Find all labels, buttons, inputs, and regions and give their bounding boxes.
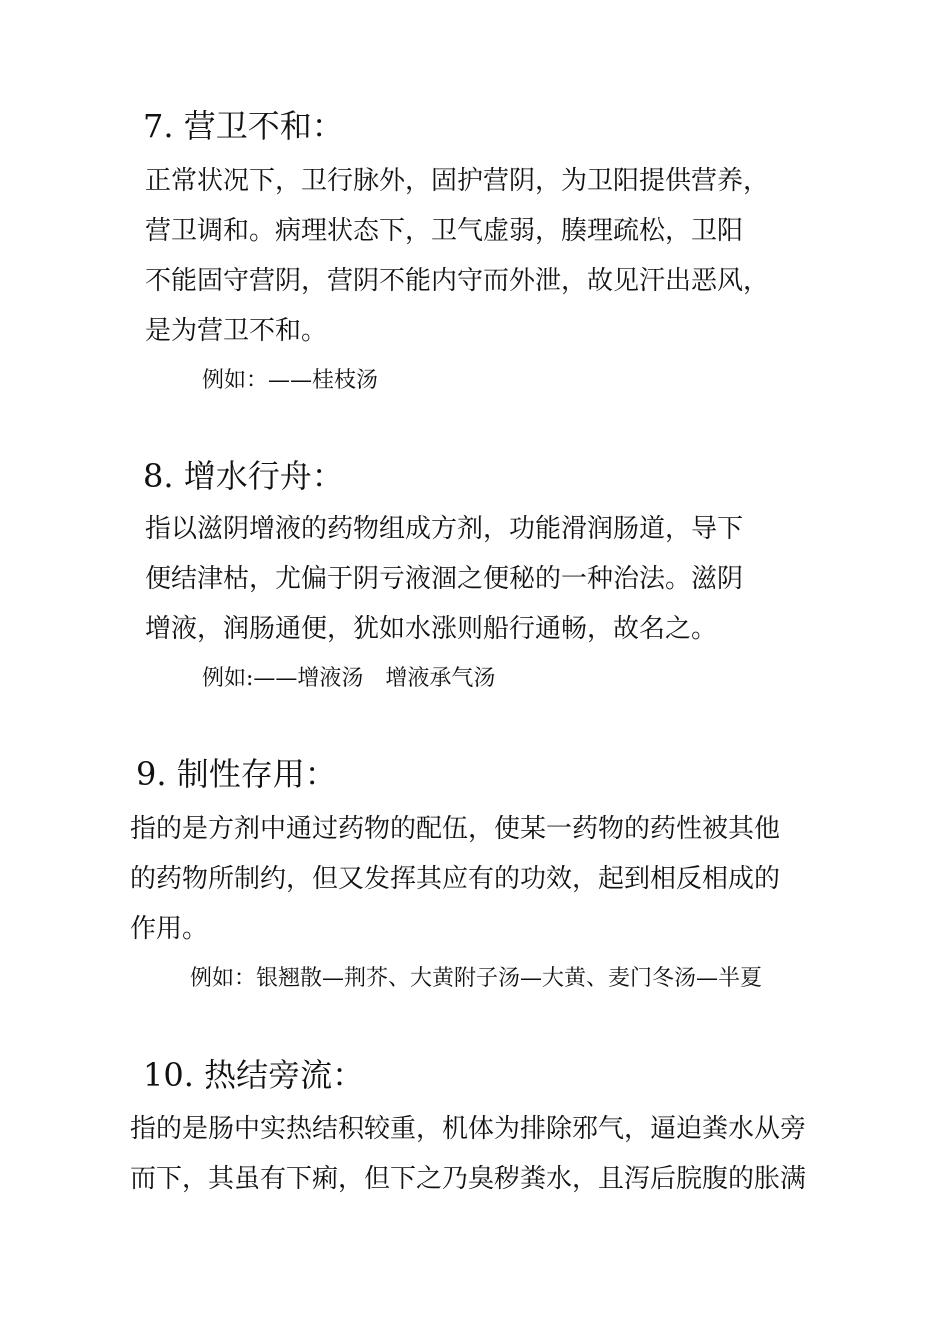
- section-7-line-3: 不能固守营阴，营阴不能内守而外泄，故见汗出恶风，: [145, 266, 770, 296]
- section-9-line-3: 作用。: [130, 914, 209, 944]
- section-9-example: 例如：银翘散—荆芥、大黄附子汤—大黄、麦门冬汤—半夏: [190, 966, 763, 991]
- section-8-line-3: 增液，润肠通便，犹如水涨则船行通畅，故名之。: [145, 614, 718, 644]
- section-7-line-1: 正常状况下，卫行脉外，固护营阴，为卫阳提供营养，: [145, 166, 770, 196]
- section-10-heading: 10. 热结旁流：: [143, 1056, 365, 1094]
- section-9-line-1: 指的是方剂中通过药物的配伍，使某一药物的药性被其他: [130, 814, 781, 844]
- section-7-heading: 7. 营卫不和：: [143, 107, 344, 145]
- section-7-line-2: 营卫调和。病理状态下，卫气虚弱，腠理疏松，卫阳: [145, 216, 744, 246]
- section-8-line-1: 指以滋阴增液的药物组成方剂，功能滑润肠道，导下: [145, 514, 744, 544]
- section-8-line-2: 便结津枯，尤偏于阴亏液涸之便秘的一种治法。滋阴: [145, 564, 744, 594]
- section-8-heading: 8. 增水行舟：: [143, 457, 344, 495]
- section-8-example: 例如:——增液汤 增液承气汤: [202, 666, 496, 691]
- section-9-line-2: 的药物所制约，但又发挥其应有的功效，起到相反相成的: [130, 864, 781, 894]
- section-7-example: 例如：——桂枝汤: [202, 368, 379, 393]
- section-10-line-2: 而下，其虽有下痢，但下之乃臭秽粪水，且泻后脘腹的胀满: [130, 1164, 807, 1194]
- section-10-line-1: 指的是肠中实热结积较重，机体为排除邪气，逼迫粪水从旁: [130, 1114, 807, 1144]
- section-9-heading: 9. 制性存用：: [136, 755, 337, 793]
- section-7-line-4: 是为营卫不和。: [145, 316, 328, 346]
